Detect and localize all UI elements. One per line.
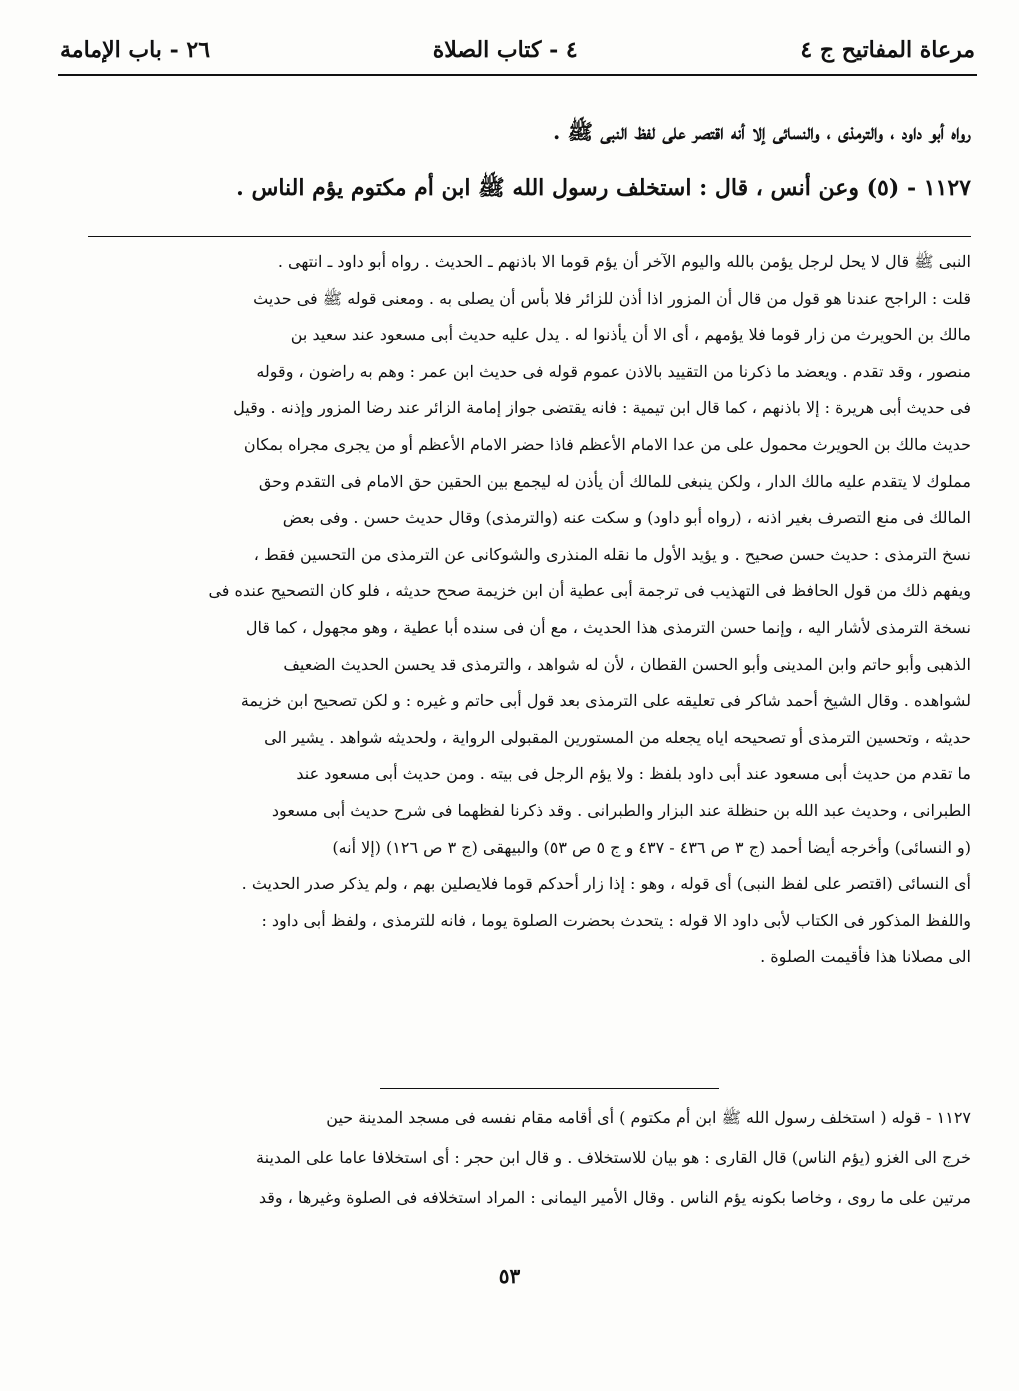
- commentary-line: ويفهم ذلك من قول الحافظ فى التهذيب فى ترجمة أبى عطية أن ابن خزيمة صحح حديثه ، فلو كان التصحيح عنده فى: [208, 581, 971, 601]
- page-number: ٥٣: [498, 1264, 521, 1288]
- header-divider: [58, 74, 977, 76]
- main-commentary-divider: [88, 236, 971, 237]
- commentary-line: مالك بن الحويرث من زار قوما فلا يؤمهم ، أى الا أن يأذنوا له . يدل عليه حديث أبى مسعود عند سعيد بن: [290, 325, 971, 345]
- commentary-line: لشواهده . وقال الشيخ أحمد شاكر فى تعليقه على الترمذى بعد قول أبى حاتم و غيره : و لكن تصحيح ابن خزيمة: [240, 691, 971, 711]
- commentary-line: فى حديث أبى هريرة : إلا باذنهم ، كما قال ابن تيمية : فانه يقتضى جواز إمامة الزائر عند رضا المزور وإذنه . وقيل: [233, 398, 971, 418]
- commentary-line: الى مصلانا هذا فأقيمت الصلوة .: [760, 947, 971, 967]
- commentary-line: الذهبى وأبو حاتم وابن المدينى وأبو الحسن القطان ، لأن له شواهد ، والترمذى قد يحسن الحديث الضعيف: [283, 654, 971, 674]
- hadith-1127: ١١٢٧ - (٥) وعن أنس ، قال : استخلف رسول الله ﷺ ابن أم مكتوم يؤم الناس .: [236, 175, 971, 201]
- commentary-line: مملوك لا يتقدم عليه مالك الدار ، ولكن ينبغى للمالك أن يأذن له ليجمع بين الحقين حق الامام فى التقدم وحق: [258, 471, 971, 491]
- note-line: خرج الى الغزو (يؤم الناس) قال القارى : هو بيان للاستخلاف . و قال ابن حجر : أى استخلافا عاما على المدينة: [256, 1148, 971, 1167]
- note-divider: [380, 1088, 719, 1089]
- header-chapter: ٤ - كتاب الصلاة: [432, 37, 578, 63]
- commentary-line: نسخ الترمذى : حديث حسن صحيح . و يؤيد الأول ما نقله المنذرى والشوكانى عن الترمذى من التحسين فقط ،: [253, 544, 971, 564]
- main-text: [68, 104, 971, 216]
- commentary-line: واللفظ المذكور فى الكتاب لأبى داود الا قوله : يتحدث بحضرت الصلوة يوما ، فانه للترمذى ، ولفظ أبى داود :: [261, 910, 971, 930]
- commentary-line: منصور ، وقد تقدم . ويعضد ما ذكرنا من التقييد بالاذن عموم قوله فى حديث ابن عمر : وهم به راضون ، وقوله: [256, 361, 971, 381]
- commentary-line: نسخة الترمذى لأشار اليه ، وإنما حسن الترمذى هذا الحديث ، مع أن فى سنده أبا عطية ، وهو مجهول ، كما قال: [245, 617, 971, 637]
- note-line: مرتين على ما روى ، وخاصا بكونه يؤم الناس . وقال الأمير اليمانى : المراد استخلافه فى الصلوة وغيرها ، وقد: [258, 1188, 971, 1207]
- commentary-line: الطبرانى ، وحديث عبد الله بن حنظلة عند البزار والطبرانى . وقد ذكرنا لفظهما فى شرح حديث أبى مسعود: [271, 800, 971, 820]
- commentary-block: [76, 244, 971, 976]
- header-section: ٢٦ - باب الإمامة: [60, 37, 211, 63]
- commentary-line: أى النسائى (اقتصر على لفظ النبى) أى قوله ، وهو : إذا زار أحدكم قوما فلايصلين بهم ، ولم يذكر صدر الحديث .: [241, 874, 971, 894]
- commentary-line: المالك فى منع التصرف بغير اذنه ، (رواه أبو داود) و سكت عنه (والترمذى) وقال حديث حسن . وفى بعض: [282, 508, 971, 528]
- commentary-line: حديثه ، وتحسين الترمذى أو تصحيحه اياه يجعله من المستورين المقبولى الرواية ، ولحديثه شواهد . يشير الى: [264, 727, 971, 747]
- main-text-line: رواه أبو داود ، والترمذى ، والنسائى إلا أنه اقتصر على لفظ النبى ﷺ .: [553, 119, 971, 144]
- note-line: ١١٢٧ - قوله ( استخلف رسول الله ﷺ ابن أم مكتوم ) أى أقامه مقام نفسه فى مسجد المدينة حين: [326, 1108, 971, 1127]
- commentary-line: حديث مالك بن الحويرث محمول على من عدا الامام الأعظم فاذا حضر الامام الأعظم أو من يجرى مجراه بمكان: [243, 434, 971, 454]
- commentary-line: النبى ﷺ قال لا يحل لرجل يؤمن بالله واليوم الآخر أن يؤم قوما الا باذنهم ـ الحديث . رواه أبو داود ـ انتهى .: [277, 252, 971, 271]
- commentary-line: (و النسائى) وأخرجه أيضا أحمد (ج ٣ ص ٤٣٦ - ٤٣٧ و ج ٥ ص ٥٣) والبيهقى (ج ٣ ص ١٢٦) (إلا أنه): [332, 837, 971, 857]
- commentary-line: ما تقدم من حديث أبى مسعود عند أبى داود بلفظ : ولا يؤم الرجل فى بيته . ومن حديث أبى مسعود عند: [296, 764, 971, 784]
- note-1127: [76, 1098, 971, 1218]
- header-book-title: مرعاة المفاتيح ج ٤: [800, 37, 975, 63]
- running-header: [60, 28, 975, 72]
- commentary-line: قلت : الراجح عندنا هو قول من قال أن المزور اذا أذن للزائر فلا بأس أن يصلى به . ومعنى قوله ﷺ فى حديث: [253, 288, 971, 308]
